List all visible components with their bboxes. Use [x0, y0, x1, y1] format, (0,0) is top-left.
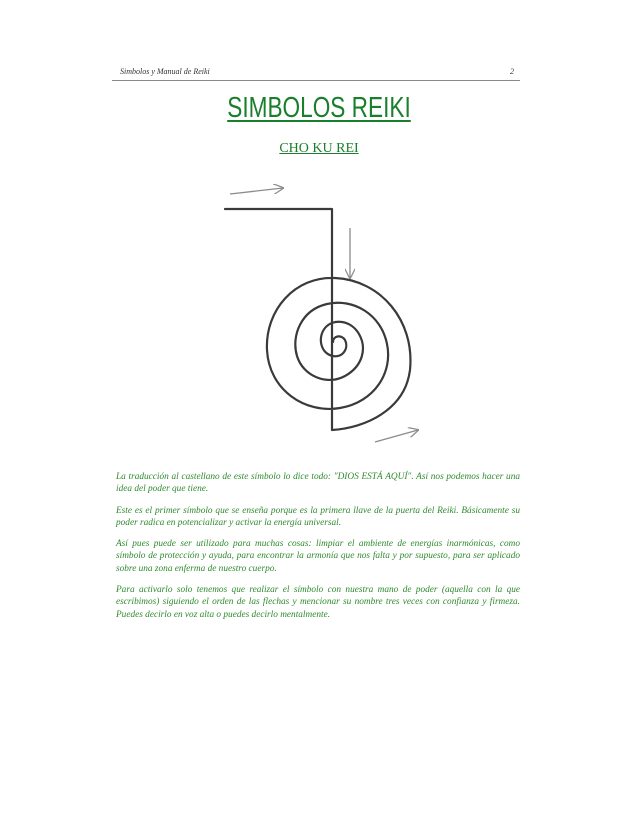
page-subtitle: CHO KU REI	[279, 141, 359, 156]
paragraph-1: La traducción al castellano de este símbolo lo dice todo: "DIOS ESTÁ AQUÍ". Así nos podemos hacer una idea del poder que tiene.	[116, 472, 520, 495]
arrow-right-top-icon	[230, 188, 283, 194]
page-number: 2	[510, 67, 514, 76]
page-title: SIMBOLOS REIKI	[227, 92, 411, 124]
arrow-right-bottom-icon	[375, 430, 418, 442]
page-header	[112, 66, 520, 81]
paragraph-4: Para activarlo solo tenemos que realizar el símbolo con nuestra mano de poder (aquella con la que escribimos) siguiendo el orden de las flechas y mencionar su nombre tres veces con confianza y firmeza. Puedes decirlo en voz alta o puedes decirlo mentalmente.	[116, 585, 520, 620]
header-left-text: Simbolos y Manual de Reiki	[120, 67, 210, 76]
paragraph-3: Así pues puede ser utilizado para muchas cosas: limpiar el ambiente de energías inarmónicas, como símbolo de protección y ayuda, para encontrar la armonía que nos falta y por supuesto, para ser aplicado sobre una zona enferma de nuestro cuerpo.	[116, 539, 520, 574]
body-text	[116, 471, 520, 630]
paragraph-2: Este es el primer símbolo que se enseña porque es la primera llave de la puerta del Reiki. Básicamente su poder radica en potencializar y activar la energía universal.	[116, 505, 520, 528]
symbol-stroke	[225, 209, 410, 430]
cho-ku-rei-symbol	[215, 180, 435, 460]
